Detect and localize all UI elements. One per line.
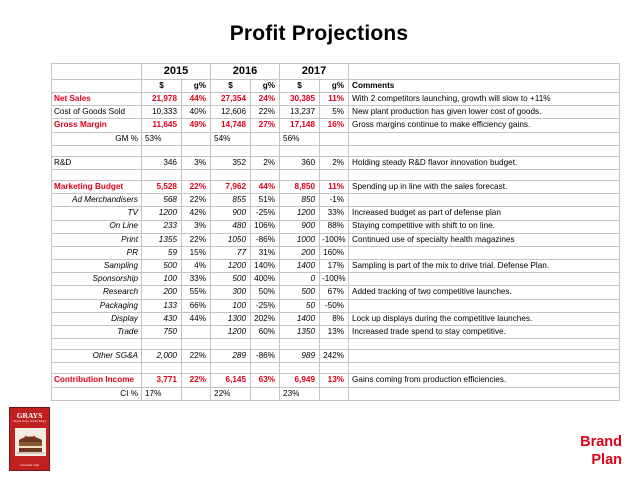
growth-cell: 33% xyxy=(182,273,211,286)
growth-cell: 33% xyxy=(320,207,349,220)
dollar-cell: 289 xyxy=(211,350,251,363)
growth-cell: 202% xyxy=(251,312,280,325)
comment-cell xyxy=(349,145,620,156)
growth-cell: 11% xyxy=(320,180,349,193)
dollar-cell: 1200 xyxy=(211,260,251,273)
dollar-cell: 1200 xyxy=(280,207,320,220)
growth-cell xyxy=(251,132,280,145)
growth-cell: -50% xyxy=(320,299,349,312)
comment-cell xyxy=(349,299,620,312)
dollar-cell: 1355 xyxy=(142,233,182,246)
growth-cell xyxy=(320,132,349,145)
brand-plan-line1: Brand xyxy=(580,434,622,450)
col-growth-2017: g% xyxy=(320,80,349,93)
dollar-cell: 500 xyxy=(280,286,320,299)
dollar-cell: 855 xyxy=(211,194,251,207)
growth-cell xyxy=(251,387,280,400)
dollar-cell: 500 xyxy=(211,273,251,286)
growth-cell: 88% xyxy=(320,220,349,233)
dollar-cell xyxy=(142,363,182,374)
growth-cell: 400% xyxy=(251,273,280,286)
growth-cell xyxy=(182,387,211,400)
row-label: Gross Margin xyxy=(52,119,142,132)
dollar-cell: 5,528 xyxy=(142,180,182,193)
row-label: Other SG&A xyxy=(52,350,142,363)
row-label: Sampling xyxy=(52,260,142,273)
comment-cell: With 2 competitors launching, growth will slow to +11% xyxy=(349,93,620,106)
year-2017: 2017 xyxy=(280,64,349,80)
row-label: On Line xyxy=(52,220,142,233)
dollar-cell: 54% xyxy=(211,132,251,145)
comment-cell: Holding steady R&D flavor innovation budget. xyxy=(349,156,620,169)
growth-cell: -100% xyxy=(320,233,349,246)
growth-cell: 5% xyxy=(320,106,349,119)
dollar-cell: 750 xyxy=(142,326,182,339)
dollar-cell: 568 xyxy=(142,194,182,207)
profit-projections-table xyxy=(51,63,620,401)
dollar-cell: 7,962 xyxy=(211,180,251,193)
dollar-cell: 850 xyxy=(280,194,320,207)
dollar-cell: 346 xyxy=(142,156,182,169)
col-growth-2015: g% xyxy=(182,80,211,93)
dollar-cell: 900 xyxy=(280,220,320,233)
row-label: TV xyxy=(52,207,142,220)
table-row xyxy=(52,286,620,299)
row-label: Print xyxy=(52,233,142,246)
dollar-cell xyxy=(280,145,320,156)
row-label xyxy=(52,339,142,350)
growth-cell: 31% xyxy=(251,246,280,259)
growth-cell: 50% xyxy=(251,286,280,299)
table-row xyxy=(52,156,620,169)
comment-cell: Gross margins continue to make efficiency gains. xyxy=(349,119,620,132)
dollar-cell xyxy=(211,363,251,374)
dollar-cell: 360 xyxy=(280,156,320,169)
dollar-cell: 59 xyxy=(142,246,182,259)
growth-cell: 3% xyxy=(182,220,211,233)
dollar-cell xyxy=(280,339,320,350)
dollar-cell: 200 xyxy=(280,246,320,259)
dollar-cell: 17% xyxy=(142,387,182,400)
dollar-cell: 480 xyxy=(211,220,251,233)
dollar-cell: 3,771 xyxy=(142,374,182,387)
growth-cell: 17% xyxy=(320,260,349,273)
logo-footer: Chocolate Cake xyxy=(19,463,40,467)
comment-cell: Continued use of specialty health magazines xyxy=(349,233,620,246)
row-label: Marketing Budget xyxy=(52,180,142,193)
growth-cell: -86% xyxy=(251,233,280,246)
header-blank xyxy=(52,80,142,93)
comment-cell xyxy=(349,246,620,259)
comment-cell: Sampling is part of the mix to drive trial. Defense Plan. xyxy=(349,260,620,273)
table-row xyxy=(52,220,620,233)
growth-cell xyxy=(182,145,211,156)
col-dollar-2016: $ xyxy=(211,80,251,93)
comment-cell xyxy=(349,363,620,374)
table-row xyxy=(52,106,620,119)
comment-cell: Increased trade spend to stay competitive. xyxy=(349,326,620,339)
growth-cell: -100% xyxy=(320,273,349,286)
year-2016: 2016 xyxy=(211,64,280,80)
growth-cell: 160% xyxy=(320,246,349,259)
dollar-cell: 1200 xyxy=(211,326,251,339)
growth-cell: 27% xyxy=(251,119,280,132)
growth-cell: 22% xyxy=(182,233,211,246)
growth-cell: 22% xyxy=(182,180,211,193)
growth-cell: 42% xyxy=(182,207,211,220)
col-dollar-2015: $ xyxy=(142,80,182,93)
growth-cell xyxy=(251,145,280,156)
growth-cell: 24% xyxy=(251,93,280,106)
growth-cell: -1% xyxy=(320,194,349,207)
col-comments: Comments xyxy=(349,80,620,93)
dollar-cell: 13,237 xyxy=(280,106,320,119)
dollar-cell: 11,645 xyxy=(142,119,182,132)
dollar-cell: 1000 xyxy=(280,233,320,246)
dollar-cell: 22% xyxy=(211,387,251,400)
growth-cell xyxy=(251,339,280,350)
growth-cell: 67% xyxy=(320,286,349,299)
row-label xyxy=(52,363,142,374)
dollar-cell: 430 xyxy=(142,312,182,325)
row-label: PR xyxy=(52,246,142,259)
dollar-cell: 352 xyxy=(211,156,251,169)
table-row xyxy=(52,326,620,339)
dollar-cell: 53% xyxy=(142,132,182,145)
row-label: GM % xyxy=(52,132,142,145)
growth-cell: 63% xyxy=(251,374,280,387)
table-row xyxy=(52,387,620,400)
dollar-cell xyxy=(142,145,182,156)
dollar-cell: 27,354 xyxy=(211,93,251,106)
growth-cell: 22% xyxy=(182,374,211,387)
dollar-cell xyxy=(211,145,251,156)
table-row xyxy=(52,132,620,145)
growth-cell: 2% xyxy=(251,156,280,169)
logo-tagline: Original Recipe Healthy Baking xyxy=(12,420,47,423)
growth-cell: 15% xyxy=(182,246,211,259)
growth-cell: 13% xyxy=(320,326,349,339)
brand-plan-label xyxy=(580,433,622,469)
comment-cell: Increased budget as part of defense plan xyxy=(349,207,620,220)
growth-cell: 16% xyxy=(320,119,349,132)
column-header-row xyxy=(52,80,620,93)
dollar-cell xyxy=(142,339,182,350)
growth-cell: 8% xyxy=(320,312,349,325)
dollar-cell: 6,949 xyxy=(280,374,320,387)
spacer-row xyxy=(52,339,620,350)
dollar-cell: 133 xyxy=(142,299,182,312)
row-label: Sponsorship xyxy=(52,273,142,286)
growth-cell: -86% xyxy=(251,350,280,363)
growth-cell: 140% xyxy=(251,260,280,273)
comment-cell: Lock up displays during the competitive launches. xyxy=(349,312,620,325)
dollar-cell: 14,748 xyxy=(211,119,251,132)
growth-cell: 49% xyxy=(182,119,211,132)
table-row xyxy=(52,246,620,259)
comment-cell xyxy=(349,387,620,400)
row-label: Contribution Income xyxy=(52,374,142,387)
comment-cell xyxy=(349,169,620,180)
page-title: Profit Projections xyxy=(229,22,409,45)
table-row xyxy=(52,194,620,207)
cake-icon xyxy=(15,428,46,456)
spacer-row xyxy=(52,363,620,374)
row-label: Trade xyxy=(52,326,142,339)
brand-plan-line2: Plan xyxy=(591,452,622,468)
dollar-cell: 233 xyxy=(142,220,182,233)
row-label: Ad Merchandisers xyxy=(52,194,142,207)
dollar-cell: 6,145 xyxy=(211,374,251,387)
dollar-cell: 100 xyxy=(142,273,182,286)
growth-cell: 40% xyxy=(182,106,211,119)
table-row xyxy=(52,119,620,132)
growth-cell xyxy=(320,339,349,350)
comment-cell: Gains coming from production efficiencies. xyxy=(349,374,620,387)
growth-cell: 11% xyxy=(320,93,349,106)
dollar-cell xyxy=(280,169,320,180)
growth-cell: -25% xyxy=(251,207,280,220)
table-row xyxy=(52,374,620,387)
dollar-cell: 1050 xyxy=(211,233,251,246)
year-2015: 2015 xyxy=(142,64,211,80)
comment-cell: Spending up in line with the sales forecast. xyxy=(349,180,620,193)
dollar-cell: 1350 xyxy=(280,326,320,339)
growth-cell: 13% xyxy=(320,374,349,387)
year-header-row xyxy=(52,64,620,80)
growth-cell xyxy=(182,326,211,339)
growth-cell xyxy=(320,145,349,156)
growth-cell: 44% xyxy=(251,180,280,193)
dollar-cell: 23% xyxy=(280,387,320,400)
col-growth-2016: g% xyxy=(251,80,280,93)
dollar-cell: 10,333 xyxy=(142,106,182,119)
table-row xyxy=(52,260,620,273)
dollar-cell: 200 xyxy=(142,286,182,299)
growth-cell: 106% xyxy=(251,220,280,233)
table-row xyxy=(52,180,620,193)
row-label xyxy=(52,169,142,180)
table-row xyxy=(52,233,620,246)
table-row xyxy=(52,312,620,325)
comment-cell: Added tracking of two competitive launches. xyxy=(349,286,620,299)
growth-cell xyxy=(182,169,211,180)
dollar-cell: 56% xyxy=(280,132,320,145)
comment-cell: Staying competitive with shift to on line. xyxy=(349,220,620,233)
comment-cell xyxy=(349,339,620,350)
table-row xyxy=(52,299,620,312)
growth-cell: 242% xyxy=(320,350,349,363)
header-blank xyxy=(349,64,620,80)
dollar-cell: 1400 xyxy=(280,312,320,325)
dollar-cell xyxy=(142,169,182,180)
growth-cell: 22% xyxy=(182,350,211,363)
growth-cell xyxy=(182,132,211,145)
growth-cell: 44% xyxy=(182,312,211,325)
comment-cell: New plant production has given lower cost of goods. xyxy=(349,106,620,119)
dollar-cell: 989 xyxy=(280,350,320,363)
dollar-cell: 77 xyxy=(211,246,251,259)
growth-cell xyxy=(251,363,280,374)
growth-cell: 22% xyxy=(182,194,211,207)
growth-cell: 66% xyxy=(182,299,211,312)
comment-cell xyxy=(349,350,620,363)
dollar-cell xyxy=(211,339,251,350)
dollar-cell xyxy=(211,169,251,180)
comment-cell xyxy=(349,132,620,145)
row-label: R&D xyxy=(52,156,142,169)
growth-cell: 55% xyxy=(182,286,211,299)
row-label: Research xyxy=(52,286,142,299)
row-label xyxy=(52,145,142,156)
growth-cell: 2% xyxy=(320,156,349,169)
row-label: Cost of Goods Sold xyxy=(52,106,142,119)
dollar-cell: 1400 xyxy=(280,260,320,273)
dollar-cell xyxy=(280,363,320,374)
table-row xyxy=(52,93,620,106)
growth-cell: 51% xyxy=(251,194,280,207)
row-label: CI % xyxy=(52,387,142,400)
growth-cell: 3% xyxy=(182,156,211,169)
dollar-cell: 17,148 xyxy=(280,119,320,132)
dollar-cell: 1300 xyxy=(211,312,251,325)
row-label: Packaging xyxy=(52,299,142,312)
dollar-cell: 900 xyxy=(211,207,251,220)
comment-cell xyxy=(349,273,620,286)
col-dollar-2017: $ xyxy=(280,80,320,93)
spacer-row xyxy=(52,169,620,180)
logo-name: GRAYS xyxy=(16,411,43,420)
dollar-cell: 1200 xyxy=(142,207,182,220)
growth-cell: 4% xyxy=(182,260,211,273)
growth-cell xyxy=(251,169,280,180)
growth-cell: -25% xyxy=(251,299,280,312)
growth-cell xyxy=(320,363,349,374)
growth-cell: 44% xyxy=(182,93,211,106)
table-row xyxy=(52,273,620,286)
dollar-cell: 0 xyxy=(280,273,320,286)
comment-cell xyxy=(349,194,620,207)
dollar-cell: 2,000 xyxy=(142,350,182,363)
row-label: Net Sales xyxy=(52,93,142,106)
dollar-cell: 50 xyxy=(280,299,320,312)
table-row xyxy=(52,207,620,220)
dollar-cell: 100 xyxy=(211,299,251,312)
dollar-cell: 30,385 xyxy=(280,93,320,106)
growth-cell xyxy=(320,387,349,400)
growth-cell: 60% xyxy=(251,326,280,339)
spacer-row xyxy=(52,145,620,156)
row-label: Display xyxy=(52,312,142,325)
dollar-cell: 300 xyxy=(211,286,251,299)
growth-cell xyxy=(182,339,211,350)
dollar-cell: 8,850 xyxy=(280,180,320,193)
header-blank xyxy=(52,64,142,80)
dollar-cell: 500 xyxy=(142,260,182,273)
dollar-cell: 12,606 xyxy=(211,106,251,119)
growth-cell xyxy=(182,363,211,374)
growth-cell xyxy=(320,169,349,180)
table-row xyxy=(52,350,620,363)
dollar-cell: 21,978 xyxy=(142,93,182,106)
growth-cell: 22% xyxy=(251,106,280,119)
grays-logo xyxy=(9,407,50,471)
